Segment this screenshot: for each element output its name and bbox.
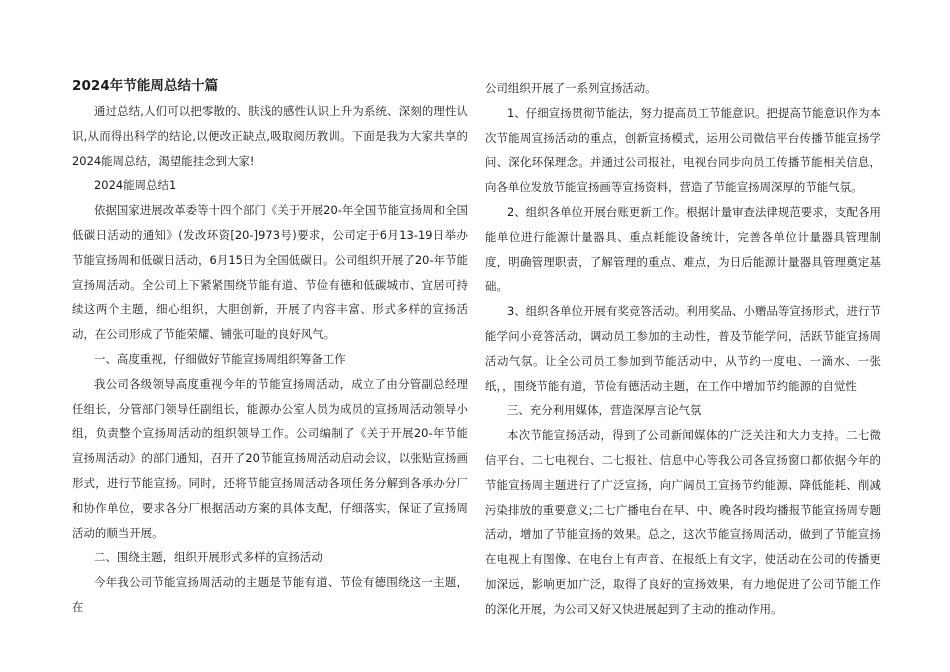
body-paragraph: 我公司各级领导高度重视今年的节能宣扬周活动，成立了由分管副总经理任组长，分管部门领导任副组长，能源办公室人员为成员的宣扬周活动领导小组，负责整个宣扬周活动的组织领导工作。公司编制了《关于开展20-年节能宣扬周活动》的部门通知，召开了20节能宣扬周活动启动会议，以张贴宣扬画形式，进行节能宣扬。同时，还将节能宣扬周活动各项任务分解到各承办分厂和协作单位，要求各分厂根据活动方案的具体支配，仔细落实，保证了宣扬周活动的顺当开展。 — [72, 376, 468, 540]
body-paragraph: 今年我公司节能宣扬周活动的主题是节能有道、节俭有德围绕这一主题，在 — [72, 575, 468, 614]
body-paragraph: 1、仔细宣扬贯彻节能法，努力提高员工节能意识。把提高节能意识作为本次节能周宣扬活动的重点，创新宣扬模式，运用公司微信平台传播节能宣扬学问、深化环保理念。并通过公司报社，电视台同步向员工传播节能相关信息，向各单位发放节能宣扬画等宣扬资料，营造了节能宣扬周深厚的节能气氛。 — [485, 105, 881, 195]
intro-paragraph: 通过总结,人们可以把零散的、肤浅的感性认识上升为系统、深刻的理性认识,从而得出科学的结论,以便改正缺点,吸取阅历教训。下面是我为大家共享的2024能周总结，渴望能挂念到大家! — [72, 104, 468, 168]
body-paragraph: 2、组织各单位开展台账更新工作。根据计量审查法律规范要求，支配各用能单位进行能源计量器具、重点耗能设备统计，完善各单位计量器具管理制度，明确管理职责，了解管理的重点、难点，为日后能源计量器具管理奠定基础。 — [485, 204, 881, 294]
body-paragraph: 3、组织各单位开展有奖竞答活动。利用奖品、小赠品等宣扬形式，进行节能学问小竞答活动，调动员工参加的主动性，普及节能学问，活跃节能宣扬周活动气氛。让全公司员工参加到节能活动中，从节约一度电、一滴水、一张纸，，围绕节能有道，节俭有德活动主题，在工作中增加节约能源的自觉性 — [485, 304, 881, 393]
section-heading: 一、高度重视，仔细做好节能宣扬周组织筹备工作 — [94, 351, 346, 366]
section-heading: 二、围绕主题，组织开展形式多样的宣扬活动 — [94, 550, 323, 565]
section-heading: 三、充分利用媒体，营造深厚言论气氛 — [507, 403, 702, 418]
body-paragraph: 本次节能宣扬活动，得到了公司新闻媒体的广泛关注和大力支持。二七微信平台、二七电视台、二七报社、信息中心等我公司各宣扬窗口都依据今年的节能宣扬周主题进行了广泛宣扬，向广阔员工宣扬节约能源、降低能耗、削减污染排放的重要意义;二七广播电台在早、中、晚各时段均播报节能宣扬周专题活动，增加了节能宣扬的效果。总之，这次节能宣扬周活动，做到了节能宣扬在电视上有图像、在电台上有声音、在报纸上有文字，使活动在公司的传播更加深远，影响更加广泛，取得了良好的宣扬效果，有力地促进了公司节能工作的深化开展，为公司又好又快进展起到了主动的推动作用。 — [485, 428, 881, 616]
section-title-1: 2024能周总结1 — [94, 178, 177, 193]
left-column — [72, 76, 468, 620]
document-title: 2024年节能周总结十篇 — [72, 78, 219, 94]
right-column — [485, 76, 881, 622]
body-paragraph-continued: 公司组织开展了一系列宣扬活动。 — [485, 81, 657, 95]
body-paragraph: 依据国家进展改革委等十四个部门《关于开展20-年全国节能宣扬周和全国低碳日活动的通知》(发改环资[20-]973号)要求，公司定于6月13-19日举办节能宣扬周和低碳日活动，6月15日为全国低碳日。公司组织开展了20-年节能宣扬周活动。全公司上下紧紧围绕节能有道、节俭有德和低碳城市、宜居可持续这两个主题，细心组织，大胆创新，开展了内容丰富、形式多样的宣扬活动，在公司形成了节能荣耀、铺张可耻的良好风气。 — [72, 203, 468, 342]
